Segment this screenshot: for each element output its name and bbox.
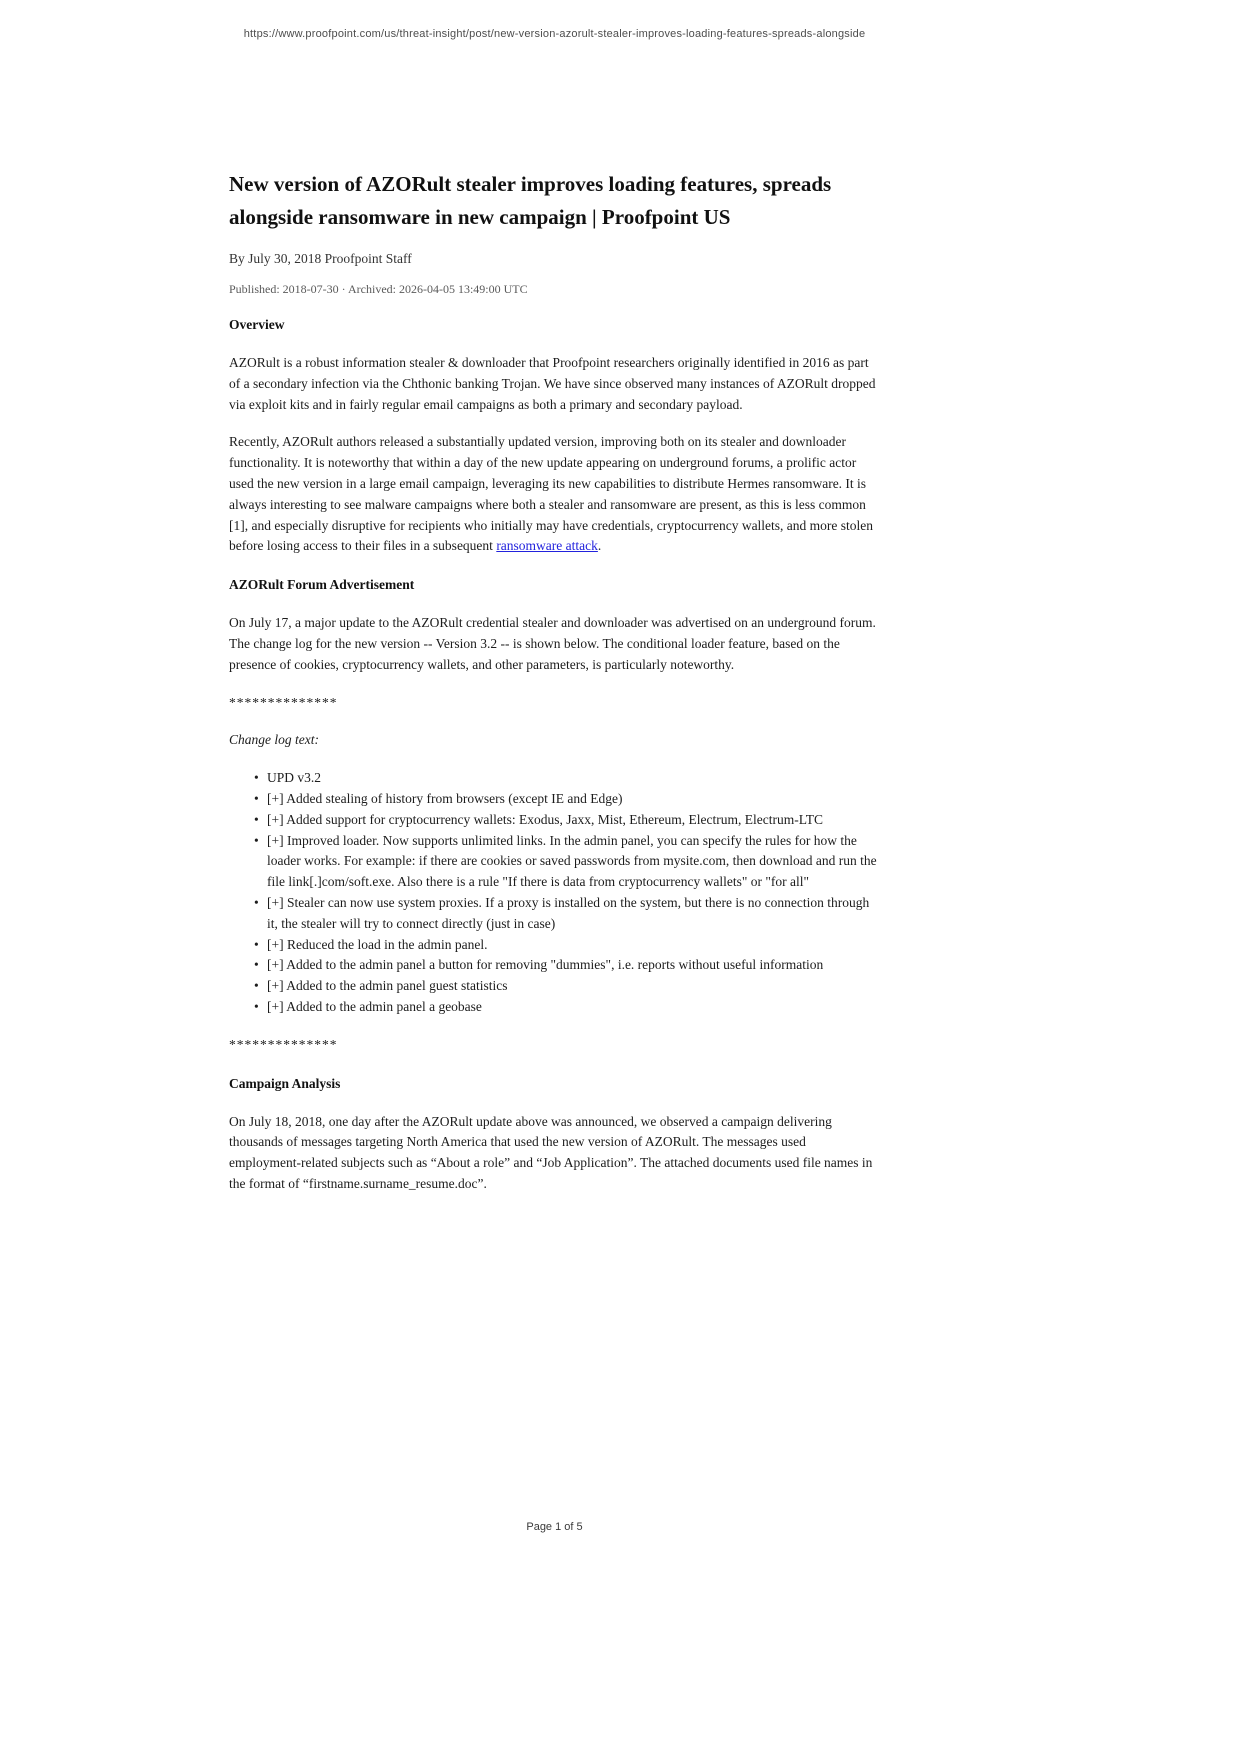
overview-paragraph-2 bbox=[229, 432, 880, 557]
overview-paragraph-2-period: . bbox=[597, 538, 602, 554]
asterisk-separator-bottom: ************** bbox=[229, 1036, 338, 1052]
changelog-list bbox=[229, 768, 880, 1018]
page-number-footer: Page 1 of 5 bbox=[526, 1521, 583, 1533]
heading-overview: Overview bbox=[229, 317, 285, 332]
changelog-item: • [+] Added support for cryptocurrency wallets: Exodus, Jaxx, Mist, Ethereum, Electrum, Electrum-LTC bbox=[267, 810, 880, 831]
changelog-label: Change log text: bbox=[229, 732, 319, 748]
ransomware-attack-link[interactable]: ransomware attack bbox=[496, 538, 598, 554]
published-archived-line: Published: 2018-07-30 · Archived: 2026-04-05 13:49:00 UTC bbox=[229, 282, 528, 296]
article-content bbox=[229, 168, 880, 1195]
asterisk-separator-top: ************** bbox=[229, 694, 338, 710]
heading-campaign-analysis: Campaign Analysis bbox=[229, 1075, 341, 1091]
changelog-item: • [+] Stealer can now use system proxies. If a proxy is installed on the system, but there is no connection through it, the stealer will try to connect directly (just in case) bbox=[267, 893, 880, 935]
changelog-item: • [+] Added to the admin panel a geobase bbox=[267, 997, 880, 1018]
article-byline: By July 30, 2018 Proofpoint Staff bbox=[229, 251, 412, 266]
overview-paragraph-2-text: Recently, AZORult authors released a substantially updated version, improving both on its stealer and downloader functionality. It is noteworthy that within a day of the new update appearing on underground forums, a prolific actor used the new version in a large email campaign, leveraging its new capabilities to distribute Hermes ransomware. It is always interesting to see malware campaigns where both a stealer and ransomware are present, as this is less common [1], and especially disruptive for recipients who initially may have credentials, cryptocurrency wallets, and more stolen before losing access to their files in a subsequent bbox=[229, 434, 874, 554]
changelog-item: • [+] Reduced the load in the admin panel. bbox=[267, 935, 880, 956]
page-title: New version of AZORult stealer improves loading features, spreads alongside ransomware in new campaign | Proofpoint US bbox=[229, 172, 832, 229]
overview-paragraph-1: AZORult is a robust information stealer & downloader that Proofpoint researchers originally identified in 2016 as part of a secondary infection via the Chthonic banking Trojan. We have since observed many instances of AZORult dropped via exploit kits and in fairly regular email campaigns as both a primary and secondary payload. bbox=[229, 355, 876, 412]
changelog-item: • UPD v3.2 bbox=[267, 768, 880, 789]
heading-forum-advertisement: AZORult Forum Advertisement bbox=[229, 577, 415, 593]
changelog-item: • [+] Improved loader. Now supports unlimited links. In the admin panel, you can specify the rules for how the loader works. For example: if there are cookies or saved passwords from mysite.com, then download and run the file link[.]com/soft.exe. Also there is a rule "If there is data from cryptocurrency wallets" or "for all" bbox=[267, 831, 880, 893]
changelog-item: • [+] Added to the admin panel guest statistics bbox=[267, 976, 880, 997]
campaign-analysis-paragraph: On July 18, 2018, one day after the AZORult update above was announced, we observed a campaign delivering thousands of messages targeting North America that used the new version of AZORult. The messages used employment-related subjects such as “About a role” and “Job Application”. The attached documents used file names in the format of “firstname.surname_resume.doc”. bbox=[229, 1113, 873, 1191]
print-header-url: https://www.proofpoint.com/us/threat-insight/post/new-version-azorult-stealer-improves-loading-features-spreads-alongside bbox=[243, 28, 866, 40]
forum-advertisement-paragraph: On July 17, a major update to the AZORult credential stealer and downloader was advertised on an underground forum. The change log for the new version -- Version 3.2 -- is shown below. The conditional loader feature, based on the presence of cookies, cryptocurrency wallets, and other parameters, is particularly noteworthy. bbox=[229, 615, 876, 672]
changelog-item: • [+] Added to the admin panel a button for removing "dummies", i.e. reports without useful information bbox=[267, 955, 880, 976]
changelog-item: • [+] Added stealing of history from browsers (except IE and Edge) bbox=[267, 789, 880, 810]
